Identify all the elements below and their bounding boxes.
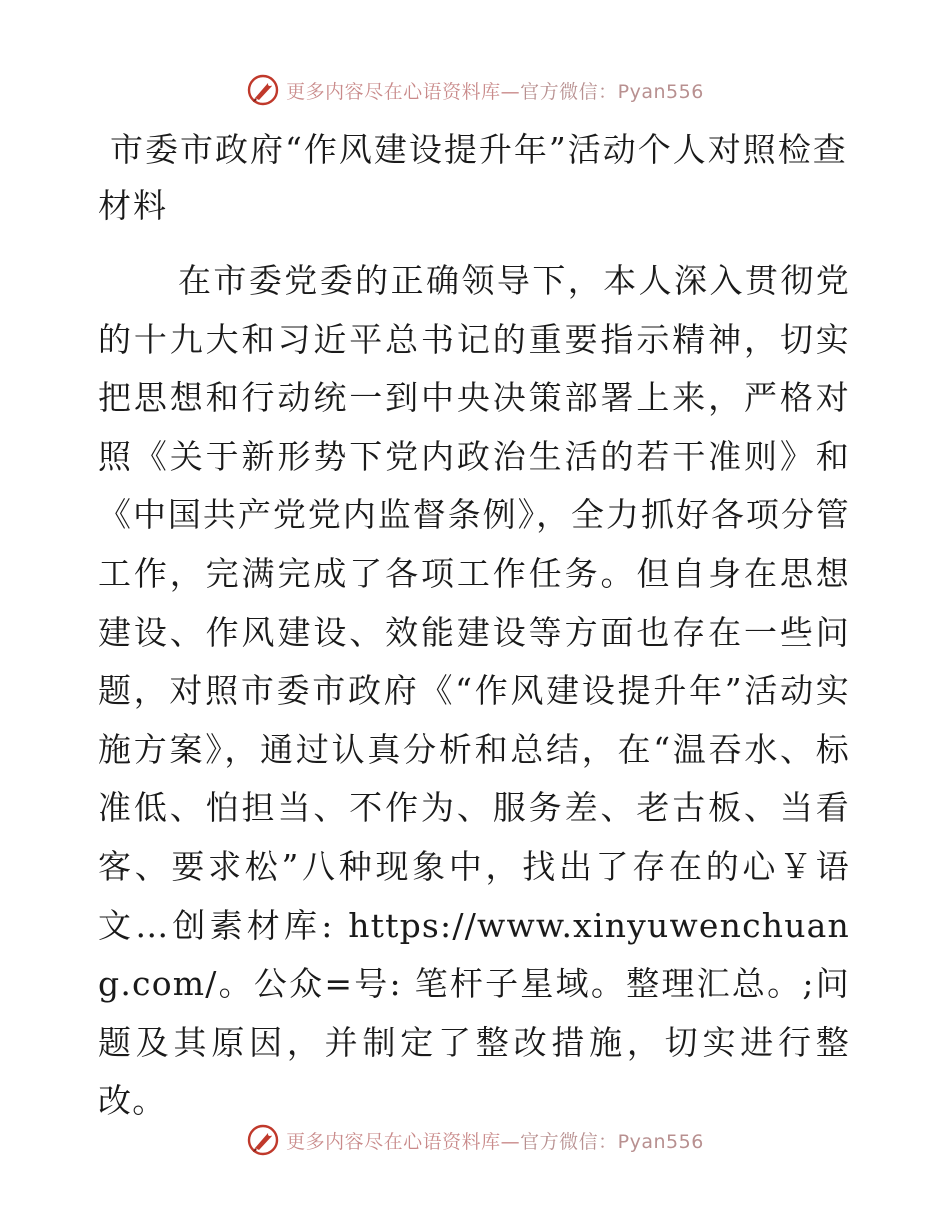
watermark-text (286, 1127, 704, 1154)
watermark-brand: 更多内容尽在心语资料库 (286, 1130, 501, 1153)
watermark-contact: 官方微信：Pyan556 (520, 80, 704, 103)
pen-logo-icon (246, 73, 280, 107)
header-watermark (0, 70, 950, 110)
watermark-contact: 官方微信：Pyan556 (520, 1130, 704, 1153)
pen-logo-icon (246, 1123, 280, 1157)
watermark-dash: — (500, 1130, 521, 1153)
document-title: 市委市政府“作风建设提升年”活动个人对照检查材料 (98, 130, 848, 225)
document-body-paragraph: 在市委党委的正确领导下，本人深入贯彻党的十九大和习近平总书记的重要指示精神，切实把思想和行动统一到中央决策部署上来，严格对照《关于新形势下党内政治生活的若干准则》和《中国共产党党内监督条例》，全力抓好各项分管工作，完满完成了各项工作任务。但自身在思想建设、作风建设、效能建设等方面也存在一些问题，对照市委市政府《“作风建设提升年”活动实施方案》，通过认真分析和总结，在“温吞水、标准低、怕担当、不作为、服务差、老古板、当看客、要求松”八种现象中，找出了存在的心￥语文…创素材库: https://www.xinyuwenchuang.com/。公众=号: 笔杆子星域。整理汇总。;问题及其原因，并制定了整改措施，切实进行整改。 (98, 261, 850, 1121)
watermark-brand: 更多内容尽在心语资料库 (286, 80, 501, 103)
watermark-text (286, 77, 704, 104)
footer-watermark (0, 1120, 950, 1160)
watermark-dash: — (500, 80, 521, 103)
